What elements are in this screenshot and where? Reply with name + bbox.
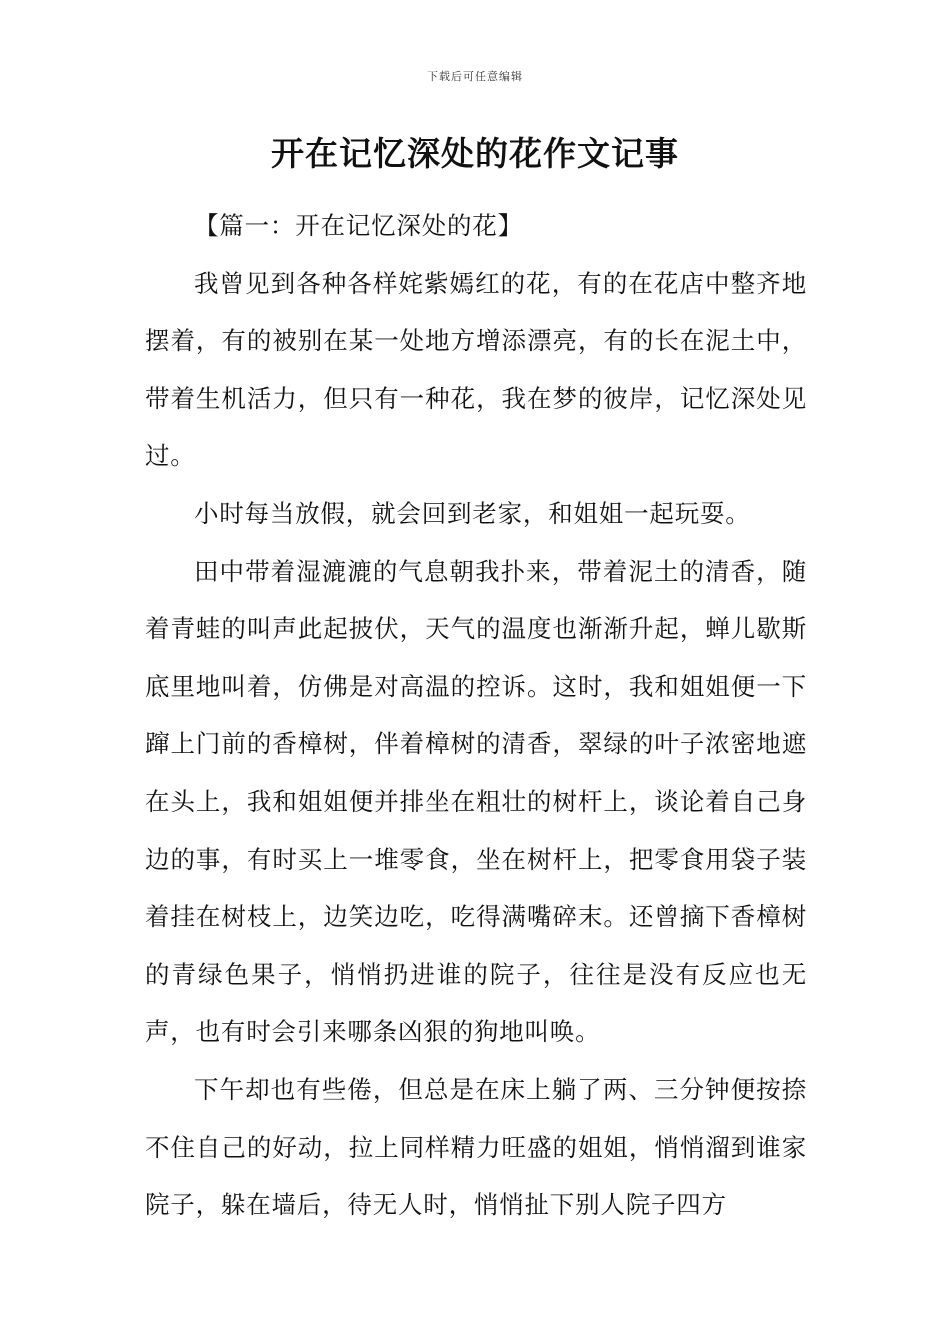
page-title: 开在记忆深处的花作文记事 (271, 134, 679, 173)
header-note: 下载后可任意编辑 (427, 70, 523, 83)
paragraph: 田中带着湿漉漉的气息朝我扑来，带着泥土的清香，随着青蛙的叫声此起披伏，天气的温度也渐渐升起，蝉儿歇斯底里地叫着，仿佛是对高温的控诉。这时，我和姐姐便一下蹿上门前的香樟树，伴着樟树的清香，翠绿的叶子浓密地遮在头上，我和姐姐便并排坐在粗壮的树杆上，谈论着自己身边的事，有时买上一堆零食，坐在树杆上，把零食用袋子装着挂在树枝上，边笑边吃，吃得满嘴碎末。还曾摘下香樟树的青绿色果子，悄悄扔进谁的院子，往往是没有反应也无声，也有时会引来哪条凶狠的狗地叫唤。 (145, 556, 807, 1047)
article-body (145, 197, 807, 1234)
paragraph: 小时每当放假，就会回到老家，和姐姐一起玩耍。 (194, 498, 751, 528)
paragraph: 下午却也有些倦，但总是在床上躺了两、三分钟便按捺不住自己的好动，拉上同样精力旺盛的姐姐，悄悄溜到谁家院子，躲在墙后，待无人时，悄悄扯下别人院子四方 (145, 1074, 807, 1220)
paragraph: 我曾见到各种各样姹紫嫣红的花，有的在花店中整齐地摆着，有的被别在某一处地方增添漂亮，有的长在泥土中，带着生机活力，但只有一种花，我在梦的彼岸，记忆深处见过。 (145, 268, 807, 471)
section-heading: 【篇一：开在记忆深处的花】 (194, 211, 523, 240)
